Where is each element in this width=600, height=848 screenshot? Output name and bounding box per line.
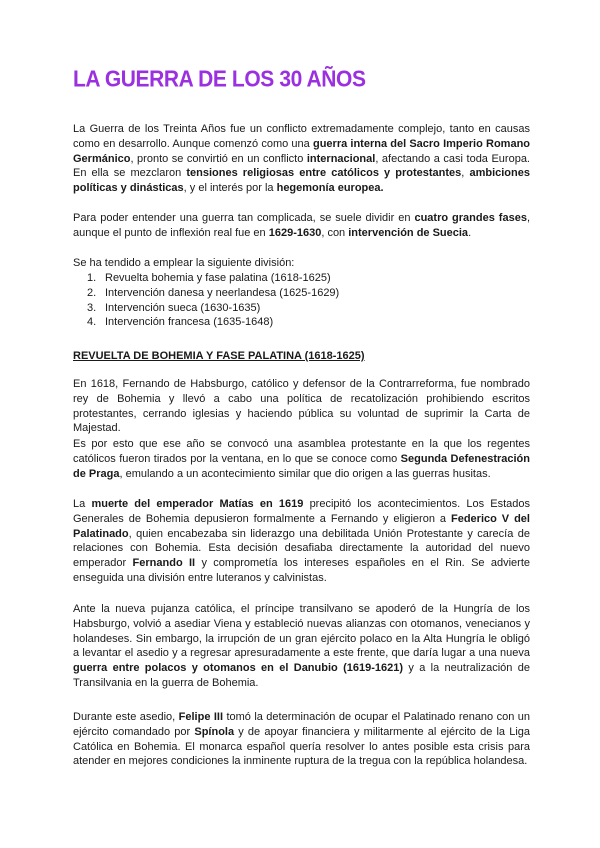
bold-span: cuatro grandes fases <box>414 212 527 224</box>
list-item-label: Revuelta bohemia y fase palatina (1618-1625) <box>105 272 331 284</box>
bold-span: Segunda Defenestración de Praga <box>73 452 530 480</box>
bold-span: intervención de Suecia <box>348 226 469 239</box>
bold-span: ambiciones políticas y dinásticas <box>73 167 530 195</box>
bold-span: 1629-1630 <box>268 226 322 239</box>
text-span: y a la neutralización de Transilvania en la guerra de Bohemia. <box>73 662 530 689</box>
list-number: 4. <box>87 316 97 329</box>
section-heading: REVUELTA DE BOHEMIA Y FASE PALATINA (1618-1625) <box>73 350 365 362</box>
text-span: La Guerra de los Treinta Años fue un conflicto extremadamente complejo, tanto en causas como en desarrollo. Aunque comenzó como una <box>73 123 530 150</box>
bold-span: Felipe III <box>178 711 224 723</box>
list-number: 2. <box>87 286 97 299</box>
list-item <box>87 301 339 316</box>
text-span: , y el interés por la <box>183 182 277 195</box>
text-span: , con <box>321 226 349 239</box>
paragraph-3 <box>73 497 530 586</box>
phases-list <box>87 271 339 330</box>
list-item <box>87 286 339 301</box>
paragraph-1: En 1618, Fernando de Habsburgo, católico y defensor de la Contrarreforma, fue nombrado rey de Bohemia y llevó a cabo una política de recatolización prohibiendo escritos protestantes, cerrando iglesias y haciendo pública su voluntad de suprimir la Carta de Majestad. <box>73 378 530 435</box>
text-span: Para poder entender una guerra tan complicada, se suele dividir en <box>73 212 415 224</box>
bold-span: Fernando II <box>132 557 196 570</box>
text-span: . <box>468 226 472 239</box>
bold-span: tensiones religiosas entre católicos y protestantes <box>186 167 462 180</box>
list-item-label: Intervención francesa (1635-1648) <box>105 316 274 329</box>
text-span: , pronto se convirtió en un conflicto <box>130 152 307 165</box>
bold-span: guerra interna del Sacro Imperio Romano Germánico <box>73 137 531 165</box>
bold-span: Spínola <box>194 725 235 738</box>
text-span: Ante la nueva pujanza católica, el príncipe transilvano se apoderó de la Hungría de los Habsburgo, volvió a asediar Viena y estableció nuevas alianzas con otomanos, venecianos y holandeses. Sin embargo, la irrupción de un gran ejército polaco en la Alta Hungría le obligó a levantar el asedio y a regresar apresuradamente a este frente, que daría lugar a una nueva <box>73 603 530 660</box>
bold-span: muerte del emperador Matías en 1619 <box>91 498 304 510</box>
text-span: y de apoyar financiera y militarmente al ejército de la Liga Católica en Bohemia. El monarca español quería resolver lo antes posible esta crisis para atender en mejores condiciones la inminente ruptura de la tregua con la república holandesa. <box>73 725 531 768</box>
text-span: , <box>461 167 470 180</box>
text-span: tomó la determinación de ocupar el Palatinado renano con un ejército comandado por <box>73 711 530 738</box>
text-span: Durante este asedio, <box>73 711 179 723</box>
intro-paragraph <box>73 122 530 196</box>
division-intro: Se ha tendido a emplear la siguiente división: <box>73 257 295 269</box>
list-item-label: Intervención sueca (1630-1635) <box>105 301 261 314</box>
text-span: La <box>73 498 92 510</box>
phases-paragraph <box>73 211 530 241</box>
text-span: y comprometía los intereses españoles en el Rin. Se advierte enseguida una división entre luteranos y calvinistas. <box>73 557 531 584</box>
paragraph-5 <box>73 710 530 769</box>
text-span: , aunque el punto de inflexión real fue en <box>73 212 530 239</box>
text-span: precipitó los acontecimientos. Los Estados Generales de Bohemia depusieron formalmente a Fernando y eligieron a <box>73 498 531 525</box>
list-number: 1. <box>87 272 97 284</box>
bold-span: Federico V del Palatinado <box>73 512 530 540</box>
bold-span: internacional <box>306 152 376 165</box>
paragraph-4 <box>73 602 530 691</box>
list-item <box>87 271 339 286</box>
text-span: , emulando a un acontecimiento similar que dio origen a las guerras husitas. <box>119 467 491 480</box>
paragraph-2 <box>73 437 530 481</box>
text-span: , afectando a casi toda Europa. En ella se mezclaron <box>73 152 530 180</box>
list-item <box>87 315 339 330</box>
list-item-label: Intervención danesa y neerlandesa (1625-1629) <box>105 286 340 299</box>
text-span: , quien encabezaba sin liderazgo una debilitada Unión Protestante y carecía de relaciones con Bohemia. Esta decisión desafiaba directamente la autoridad del nuevo emperador <box>73 527 530 570</box>
bold-span: hegemonía europea. <box>276 182 384 195</box>
bold-span: guerra entre polacos y otomanos en el Danubio (1619-1621) <box>73 662 404 675</box>
list-number: 3. <box>87 301 97 314</box>
text-span: Es por esto que ese año se convocó una asamblea protestante en la que los regentes católicos fueron tirados por la ventana, en lo que se conoce como <box>73 438 530 465</box>
page-title: LA GUERRA DE LOS 30 AÑOS <box>73 66 366 93</box>
